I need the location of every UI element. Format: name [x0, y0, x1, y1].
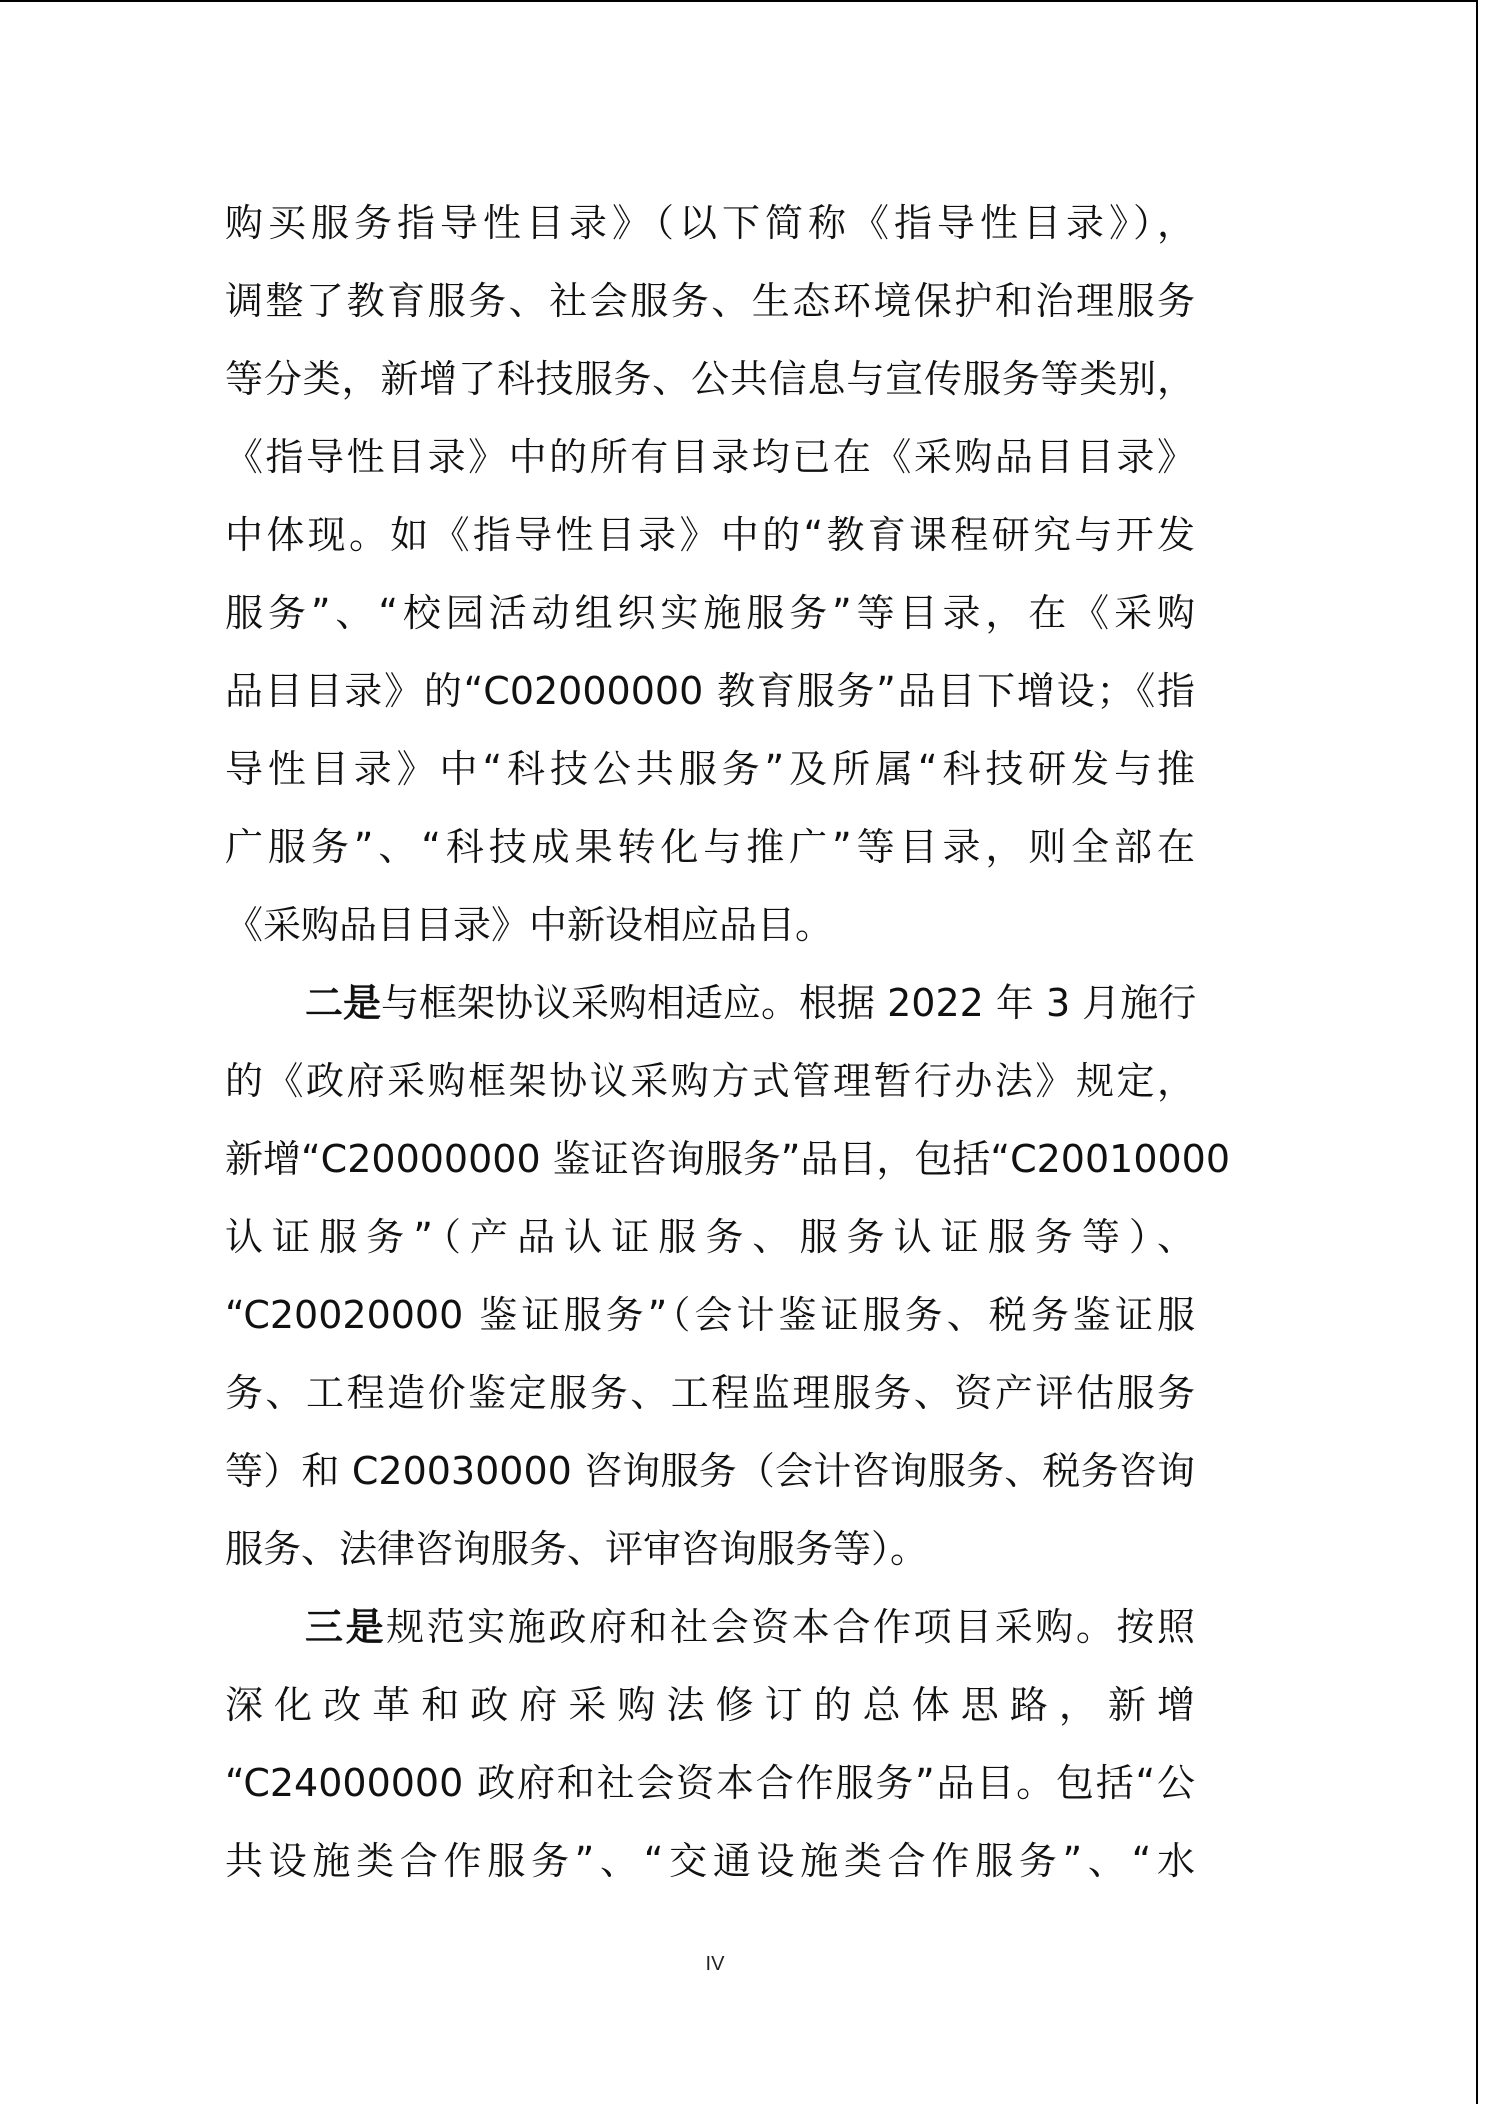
text-line-6: 服务”、“校园活动组织实施服务”等目录，在《采购 [225, 591, 1195, 635]
text-line-22: 共设施类合作服务”、“交通设施类合作服务”、“水 [225, 1839, 1195, 1883]
text-line-1: 购买服务指导性目录》（以下简称《指导性目录》）， [225, 201, 1195, 245]
paragraph-three-lead: 三是 [305, 1605, 387, 1649]
text-line-4: 《指导性目录》中的所有目录均已在《采购品目目录》 [225, 435, 1195, 479]
text-line-20: 深化改革和政府采购法修订的总体思路，新增 [225, 1683, 1195, 1727]
text-line-14: 认证服务”（产品认证服务、服务认证服务等）、 [225, 1215, 1195, 1259]
text-line-10: 《采购品目目录》中新设相应品目。 [225, 903, 834, 947]
page-number: IV [705, 1953, 725, 1975]
text-line-12: 的《政府采购框架协议采购方式管理暂行办法》规定， [225, 1059, 1195, 1103]
text-line-8: 导性目录》中“科技公共服务”及所属“科技研发与推 [225, 747, 1195, 791]
paragraph-two-text: 与框架协议采购相适应。根据 2022 年 3 月施行 [381, 981, 1197, 1025]
text-line-16: 务、工程造价鉴定服务、工程监理服务、资产评估服务 [225, 1371, 1195, 1415]
text-line-21: “C24000000 政府和社会资本合作服务”品目。包括“公 [225, 1761, 1195, 1805]
document-body [225, 184, 1231, 1900]
text-line-13: 新增“C20000000 鉴证咨询服务”品目，包括“C20010000 [225, 1137, 1231, 1181]
text-line-7: 品目目录》的“C02000000 教育服务”品目下增设；《指 [225, 669, 1195, 713]
text-line-5: 中体现。如《指导性目录》中的“教育课程研究与开发 [225, 513, 1195, 557]
text-line-18: 服务、法律咨询服务、评审咨询服务等）。 [225, 1527, 929, 1571]
paragraph-three-text: 规范实施政府和社会资本合作项目采购。按照 [386, 1605, 1195, 1649]
paragraph-two-first-line [225, 964, 1195, 1042]
text-line-3: 等分类，新增了科技服务、公共信息与宣传服务等类别， [225, 357, 1195, 401]
text-line-15: “C20020000 鉴证服务”（会计鉴证服务、税务鉴证服 [225, 1293, 1195, 1337]
text-line-2: 调整了教育服务、社会服务、生态环境保护和治理服务 [225, 279, 1195, 323]
paragraph-two-lead: 二是 [305, 981, 382, 1025]
text-line-9: 广服务”、“科技成果转化与推广”等目录，则全部在 [225, 825, 1195, 869]
text-line-17: 等）和 C20030000 咨询服务（会计咨询服务、税务咨询 [225, 1449, 1195, 1493]
paragraph-three-first-line [225, 1588, 1195, 1666]
